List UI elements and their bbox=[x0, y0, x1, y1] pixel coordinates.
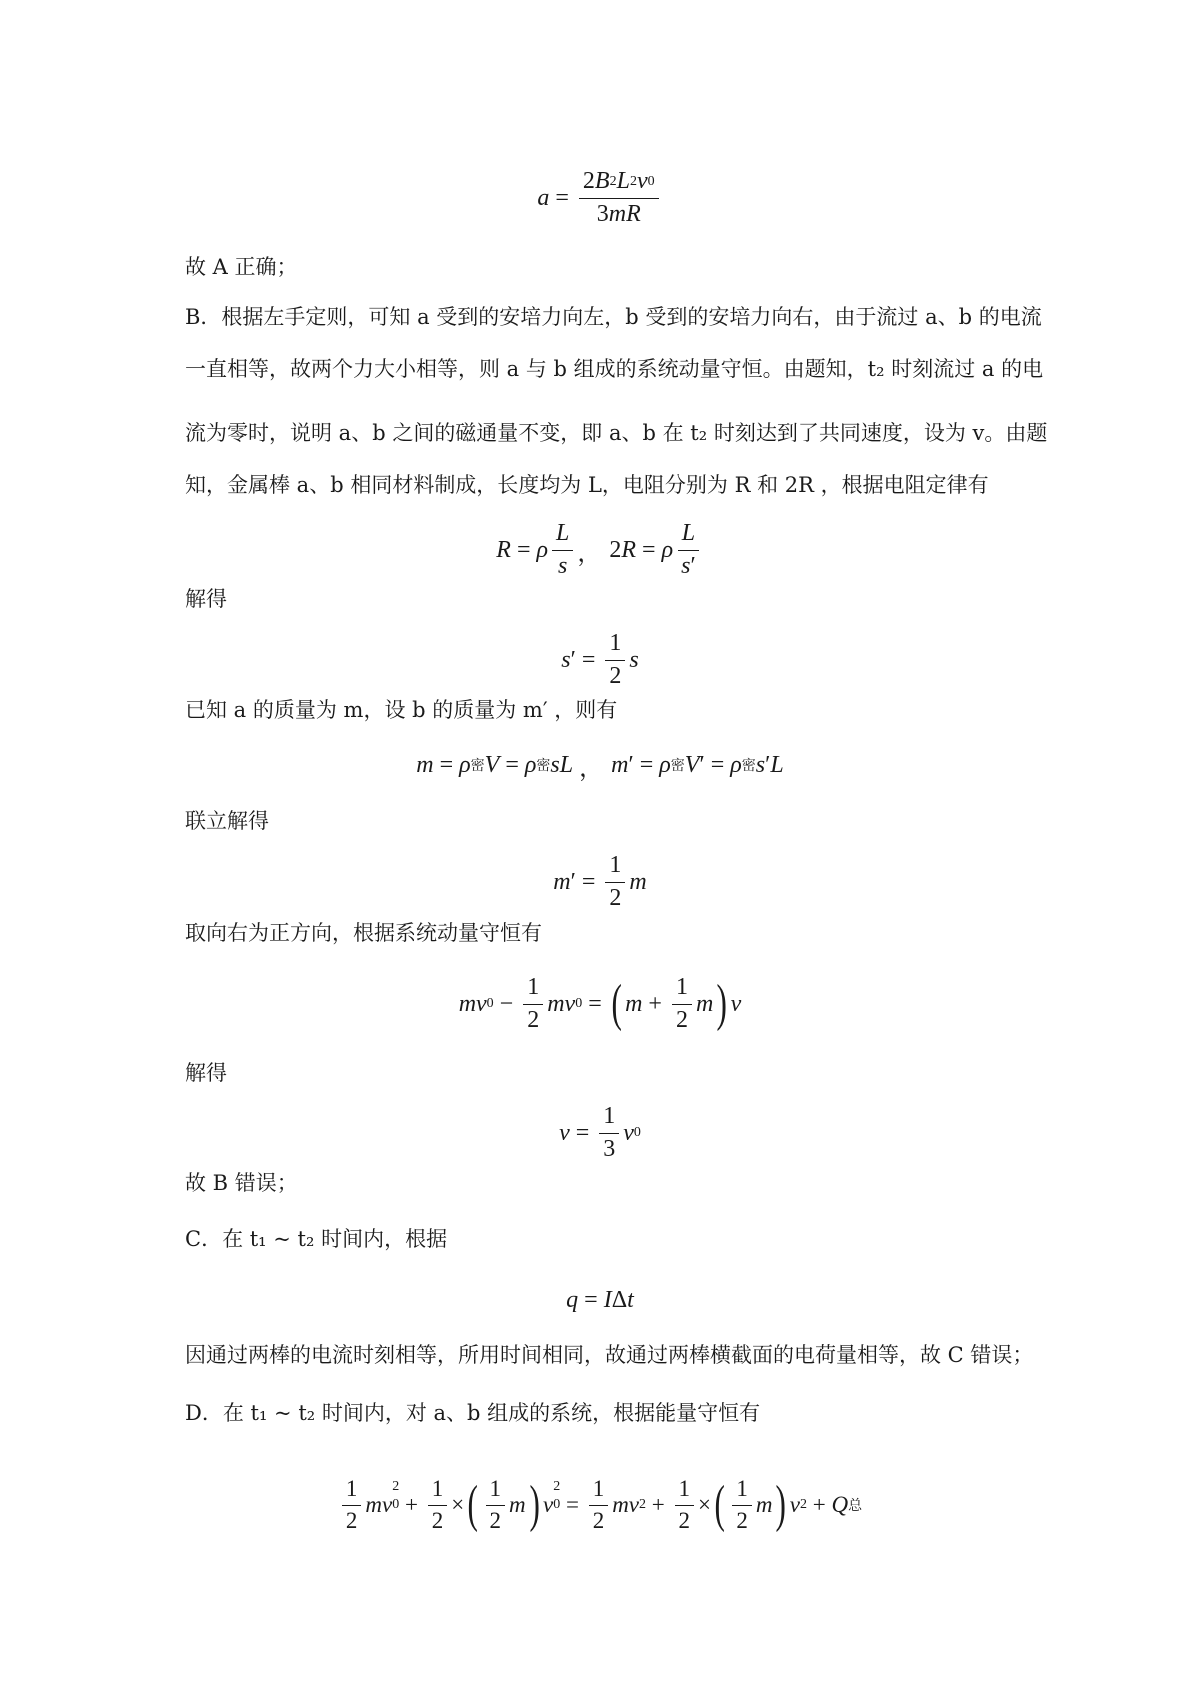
equation-acceleration: a = 2 B 2 L 2 v 0 3 mR bbox=[0, 158, 1200, 238]
equation-momentum-conservation: mv 0 − $\frac{1}{2}$ mv 0 = ( m + $\frac{1}{2}$ m ) v bbox=[458, 973, 742, 1033]
paragraph-combine-solve: 联立解得 bbox=[185, 809, 269, 833]
equation-energy-conservation: $\frac{1}{2}$ mv 2 0 + $\frac{1}{2}$ × ( $\frac{1}{2}$ m ) v 2 0 = $\frac{1}{2}$ mv 2 + $\frac{1}{2}$ × ( $\frac{1}{2}$ m ) v 2 + Q 总 bbox=[0, 1460, 1200, 1550]
paragraph-mass-given: 已知 a 的质量为 m，设 b 的质量为 m′ ，则有 bbox=[185, 698, 618, 722]
paragraph-b-line2: 一直相等，故两个力大小相等，则 a 与 b 组成的系统动量守恒。由题知，t₂ 时刻流过 a 的电 bbox=[185, 357, 1044, 381]
paragraph-b-line1: B．根据左手定则，可知 a 受到的安培力向左，b 受到的安培力向右，由于流过 a、b 的电流 bbox=[185, 305, 1042, 329]
paragraph-a-correct: 故 A 正确； bbox=[185, 255, 298, 279]
paragraph-solve-2: 解得 bbox=[185, 1061, 227, 1085]
paragraph-b-line4: 知，金属棒 a、b 相同材料制成，长度均为 L，电阻分别为 R 和 2R ，根据电阻定律有 bbox=[185, 473, 989, 497]
equation-mass-density: m = ρ 密 V = ρ 密 sL ， m ′ = ρ 密 V ′ = ρ 密 s ′ L bbox=[416, 751, 784, 782]
equation-resistance: R = ρ $\frac{L}{s}$ ， 2 R = ρ L s ′ bbox=[0, 512, 1200, 588]
paragraph-d-line1: D．在 t₁ ~ t₂ 时间内，对 a、b 组成的系统，根据能量守恒有 bbox=[185, 1401, 761, 1425]
paragraph-c-line1: C．在 t₁ ~ t₂ 时间内，根据 bbox=[185, 1227, 448, 1251]
paragraph-c-line2: 因通过两棒的电流时刻相等，所用时间相同，故通过两棒横截面的电荷量相等，故 C 错误； bbox=[185, 1343, 1034, 1367]
paragraph-solve-1: 解得 bbox=[185, 587, 227, 611]
equation-final-velocity: v = $\frac{1}{3}$ v 0 bbox=[559, 1102, 641, 1162]
equation-area-ratio: s ′ = $\frac{1}{2}$ s bbox=[561, 629, 639, 689]
paragraph-b-line3: 流为零时，说明 a、b 之间的磁通量不变，即 a、b 在 t₂ 时刻达到了共同速度，设为 v。由题 bbox=[185, 421, 1048, 445]
paragraph-b-wrong: 故 B 错误； bbox=[185, 1171, 298, 1195]
equation-mass-ratio: m ′ = $\frac{1}{2}$ m bbox=[553, 851, 647, 911]
paragraph-momentum: 取向右为正方向，根据系统动量守恒有 bbox=[185, 921, 542, 945]
equation-charge: q = I Δ t bbox=[566, 1286, 634, 1313]
